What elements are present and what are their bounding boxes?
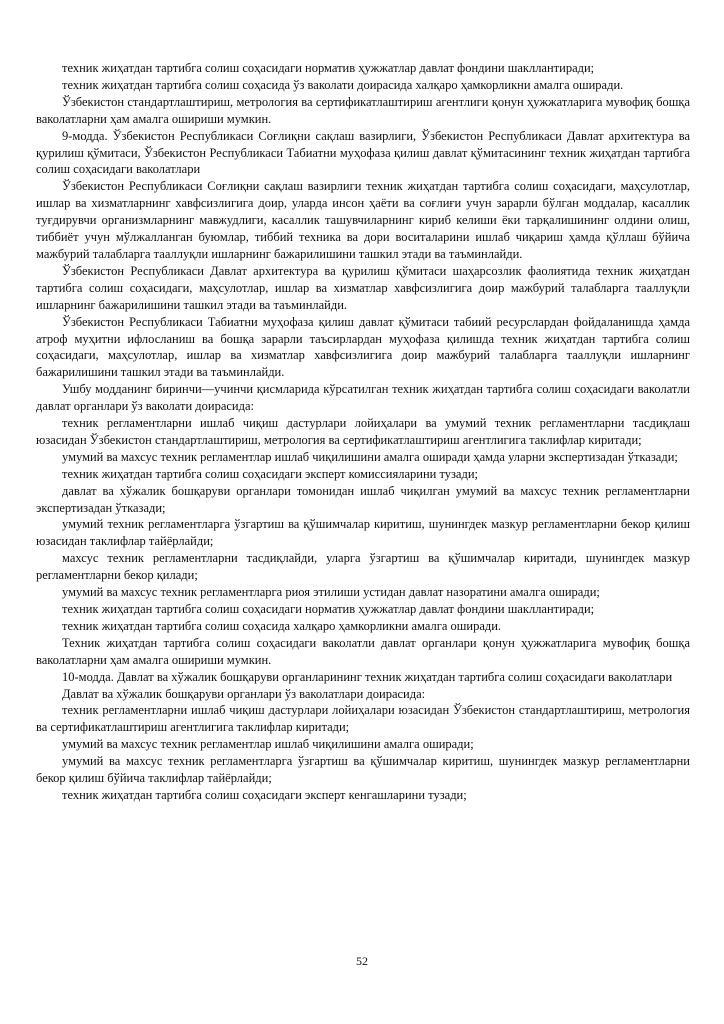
list-item: техник жиҳатдан тартибга солиш соҳасида халқаро ҳамкорликни амалга оширади. <box>62 618 502 633</box>
paragraph: Давлат ва хўжалик бошқаруви органлари ўз ваколатлари доирасида: <box>62 686 426 701</box>
paragraph: Ушбу модданинг биринчи—учинчи қисмларида кўрсатилган техник жиҳатдан тартибга солиш соҳасидаги ваколатли давлат органлари ўз ваколати доирасида: <box>36 382 690 414</box>
paragraph: Техник жиҳатдан тартибга солиш соҳасидаги ваколатли давлат органлари қонун ҳужжатларига мувофиқ бошқа ваколатларни ҳам амалга ошириши мумкин. <box>36 635 690 667</box>
list-item: умумий техник регламентларга ўзгартиш ва қўшимчалар киритиш, шунингдек мазкур регламентларни бекор қилиш юзасидан таклифлар тайёрлайди; <box>36 517 690 549</box>
page-number: 52 <box>356 954 368 968</box>
article-heading: 9-модда. Ўзбекистон Республикаси Соғлиқни сақлаш вазирлиги, Ўзбекистон Республикаси Давлат архитектура ва қурилиш қўмитаси, Ўзбекистон Республикаси Табиатни муҳофаза қилиш давлат қўмитасининг техник жиҳатдан тартибга солиш соҳасидаги ваколатлари <box>36 128 690 177</box>
paragraph: Ўзбекистон Республикаси Соғлиқни сақлаш вазирлиги техник жиҳатдан тартибга солиш соҳасидаги, маҳсулотлар, ишлар ва хизматларнинг хавфсизлигига доир, уларда инсон ҳаёти ва соғлиғи учун зарарли бўлган моддалар, касаллик туғдирувчи организмларнинг мавжудлиги, касаллик ташувчиларнинг кириб келиши ёки тарқалишининг олдини олиш, тиббиёт учун мўлжалланган буюмлар, тиббий техника ва дори воситаларини ишлаб чиқариш ҳамда қўллаш бўйича мажбурий талабларга тааллуқли ишларнинг бажарилишини ташкил этади ва таъминлайди. <box>36 179 690 261</box>
document-page <box>36 60 690 1020</box>
list-item: давлат ва хўжалик бошқаруви органлари томонидан ишлаб чиқилган умумий ва махсус техник регламентларни экспертизадан ўтказади; <box>36 483 690 515</box>
list-item: махсус техник регламентларни тасдиқлайди, уларга ўзгартиш ва қўшимчалар киритади, шунингдек мазкур регламентларни бекор қилади; <box>36 551 690 583</box>
list-item: техник жиҳатдан тартибга солиш соҳасидаги эксперт кенгашларини тузади; <box>62 787 467 802</box>
list-item: техник жиҳатдан тартибга солиш соҳасидаги эксперт комиссияларини тузади; <box>62 466 479 481</box>
list-item: умумий ва махсус техник регламентлар ишлаб чиқилишини амалга оширади; <box>62 737 474 752</box>
list-item: умумий ва махсус техник регламентлар ишлаб чиқилишини амалга оширади ҳамда уларни экспертизадан ўтказади; <box>62 449 678 464</box>
list-item: умумий ва махсус техник регламентларга риоя этилиши устидан давлат назоратини амалга оширади; <box>62 585 600 600</box>
article-heading: 10-модда. Давлат ва хўжалик бошқаруви органларининг техник жиҳатдан тартибга солиш соҳасидаги ваколатлари <box>62 669 673 684</box>
paragraph: Ўзбекистон Республикаси Табиатни муҳофаза қилиш давлат қўмитаси табиий ресурслардан фойдаланишда ҳамда атроф муҳитни ифлосланиш ва бошқа зарарли таъсирлардан муҳофаза қилишда техник жиҳатдан тартибга солиш соҳасидаги, маҳсулотлар, ишлар ва хизматлар хавфсизлигига доир мажбурий талабларга тааллуқли ишларнинг бажарилишини ташкил этади ва таъминлайди. <box>36 314 690 380</box>
list-item: техник регламентларни ишлаб чиқиш дастурлари лойиҳалари юзасидан Ўзбекистон стандартлаштириш, метрология ва сертификатлаштириш агентлигига таклифлар киритади; <box>36 703 690 735</box>
list-item: техник жиҳатдан тартибга солиш соҳасидаги норматив ҳужжатлар давлат фондини шакллантиради; <box>62 602 595 616</box>
paragraph: Ўзбекистон стандартлаштириш, метрология ва сертификатлаштириш агентлиги қонун ҳужжатларига мувофиқ бошқа ваколатларни ҳам амалга ошириши мумкин. <box>36 94 690 126</box>
paragraph: Ўзбекистон Республикаси Давлат архитектура ва қурилиш қўмитаси шаҳарсозлик фаолиятида техник жиҳатдан тартибга солиш соҳасидаги, маҳсулотлар, ишлар ва хизматлар хавфсизлигига доир мажбурий талабларга тааллуқли ишларнинг бажарилишини ташкил этади ва таъминлайди. <box>36 263 690 312</box>
list-item: техник регламентларни ишлаб чиқиш дастурлари лойиҳалари ва умумий техник регламентларни тасдиқлаш юзасидан Ўзбекистон стандартлаштириш, метрология ва сертификатлаштириш агентлигига таклифлар киритади; <box>36 416 690 447</box>
paragraph: техник жиҳатдан тартибга солиш соҳасидаги норматив ҳужжатлар давлат фондини шакллантиради; <box>62 61 595 75</box>
paragraph: техник жиҳатдан тартибга солиш соҳасида ўз ваколати доирасида халқаро ҳамкорликни амалга оширади. <box>62 77 624 92</box>
list-item: умумий ва махсус техник регламентларга ўзгартиш ва қўшимчалар киритиш, шунингдек мазкур регламентларни бекор қилиш бўйича таклифлар тайёрлайди; <box>36 754 690 786</box>
